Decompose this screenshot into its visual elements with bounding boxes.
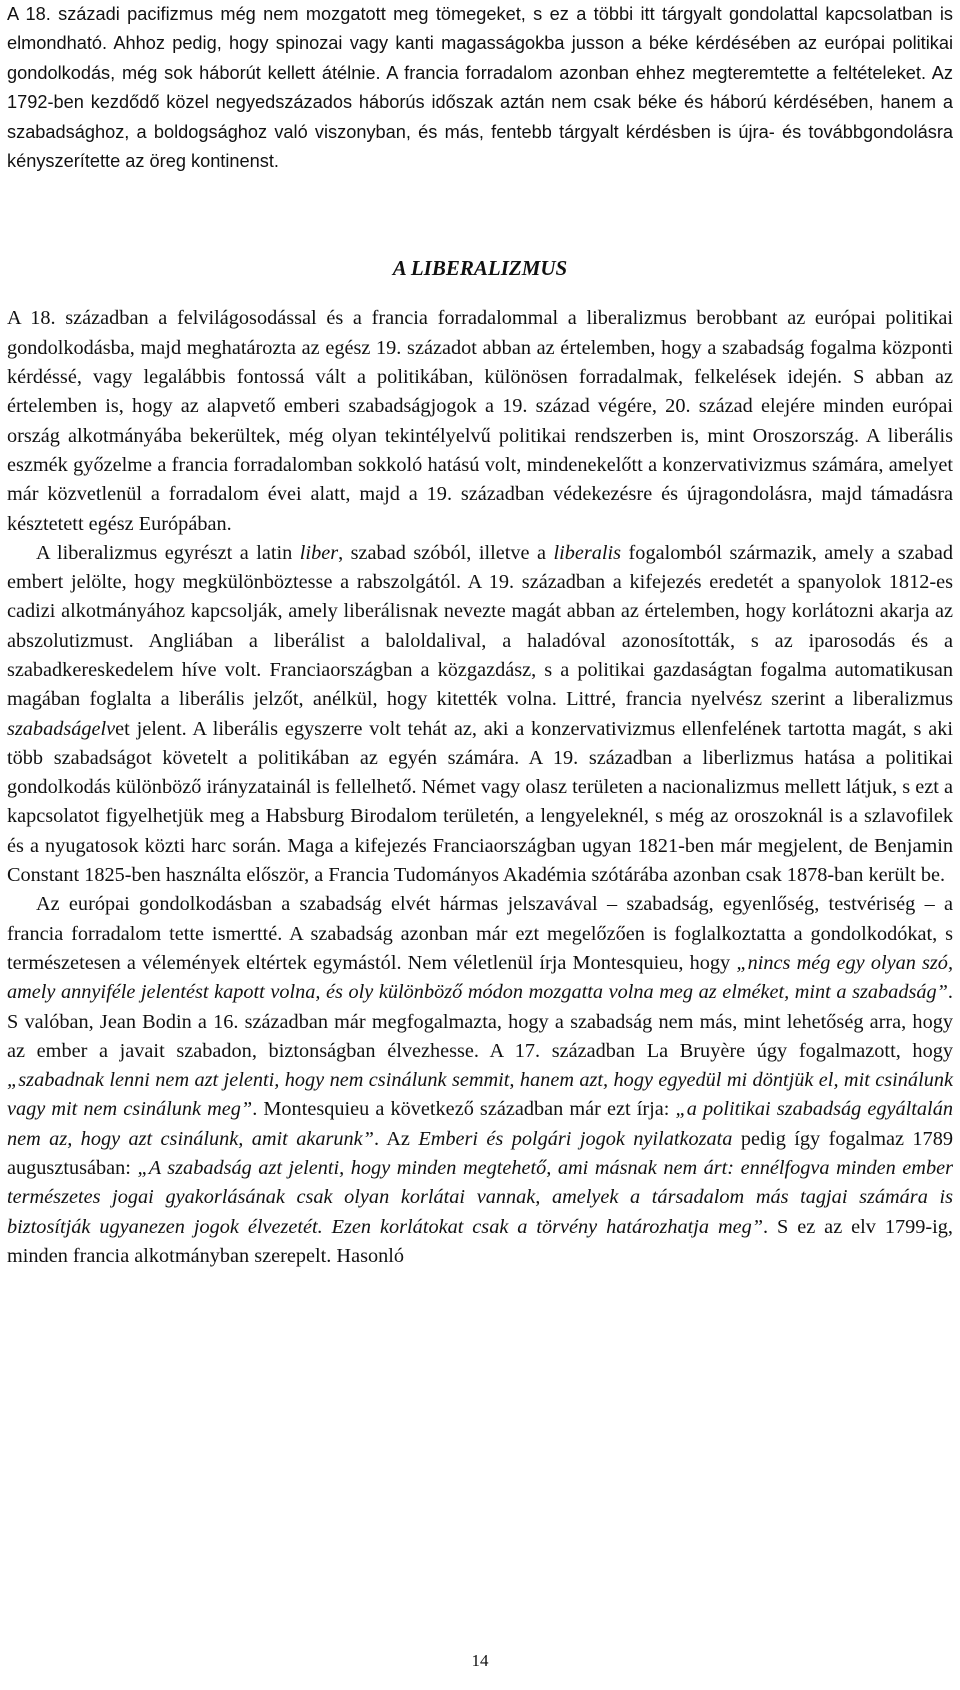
italic-quote: „nincs még egy olyan szó, amely annyiféle jelentést kapott volna, és oly különböző módon mozgatta volna meg az elméket, mint a szabadság” bbox=[7, 951, 954, 1004]
paragraph-text: . S ez az elv 1799-ig, minden francia alkotmányban szerepelt. Hasonló bbox=[7, 1215, 953, 1267]
italic-quote: „a politikai szabadság egyáltalán nem az, hogy azt csinálunk, amit akarunk” bbox=[7, 1098, 953, 1150]
paragraph-text: , szabad szóból, illetve a bbox=[338, 541, 554, 564]
page-number: 14 bbox=[471, 1651, 489, 1670]
paragraph-text: pedig így fogalmaz 1789 augusztusában: bbox=[7, 1127, 953, 1180]
paragraph-text: fogalomból származik, amely a szabad embert jelölte, hogy megkülönböztesse a rabszolgától. A 19. században a kifejezés eredetét a spanyolok 1812-es cadizi alkotmányához kapcsolják, amely liberálisnak nevezte magát abban az értelemben, hogy korlátozni akarja az abszolutizmust. Angliában a liberálist a baloldalival, a haladóval azonosították, s az iparosodás és a szabadkereskedelem híve volt. Franciaországban a közgazdász, s a politikai gazdaságtan fogalma automatikusan magában foglalta a liberális jelzőt, anélkül, hogy kitették volna. Littré, francia nyelvész szerint a liberalizmus bbox=[7, 541, 953, 711]
paragraph-text: . Az bbox=[373, 1127, 419, 1150]
paragraph-text: . S valóban, Jean Bodin a 16. században már megfogalmazta, hogy a szabadság nem más, mint lehetőség arra, hogy az ember a javait szabadon, biztonságban élvezhesse. A 17. században La Bruyère úgy fogalmazott, hogy bbox=[7, 981, 953, 1062]
italic-term: szabadságelv bbox=[7, 717, 116, 740]
document-page bbox=[7, 0, 953, 1271]
paragraph-text: A 18. században a felvilágosodással és a francia forradalommal a liberalizmus berobbant az európai politikai gondolkodásba, majd meghatározta az egész 19. századot abban az értelemben, hogy a szabadság fogalma központi kérdéssé, vagy legalábbis fontossá vált a politikában, különösen forradalmak, felkelések idején. S abban az értelemben is, hogy az alapvető emberi szabadságjogok a 19. század végére, 20. század elejére minden európai ország alkotmányába bekerültek, még olyan tekintélyelvű politikai rendszerben is, mint Oroszország. A liberális eszmék győzelme a francia forradalomban sokkoló hatású volt, mindenekelőtt a konzervativizmus számára, amelyet már közvetlenül a forradalom évei alatt, majd a 19. században védekezésre és újragondolásra, majd támadásra késztetett egész Európában. bbox=[7, 307, 953, 535]
paragraph-pacifism bbox=[7, 0, 953, 176]
paragraph-text: et jelent. A liberális egyszerre volt tehát az, aki a konzervativizmus ellenfelének tartotta magát, s aki több szabadságot követelt a politikában az egyén számára. A 19. században a liberlizmus hatása a politikai gondolkodás különböző irányzatainál is fellelhető. Német vagy olasz területen a nacionalizmus mellett látjuk, s ezt a kapcsolatot figyelhetjük meg a Habsburg Birodalom területén, a lengyeleknél, s még az oroszoknál is a szlavofilek és a nyugatosok közti harc során. Maga a kifejezés Franciaországban ugyan 1821-ben már megjelent, de Benjamin Constant 1825-ben használta először, a Francia Tudományos Akadémia szótárába azonban csak 1878-ban került be. bbox=[7, 717, 953, 887]
paragraph-text: A 18. századi pacifizmus még nem mozgatott meg tömegeket, s ez a többi itt tárgyalt gondolattal kapcsolatban is elmondható. Ahhoz pedig, hogy spinozai vagy kanti magasságokba jusson a béke kérdésében az európai politikai gondolkodás, még sok háborút kellett átélnie. A francia forradalom azonban ehhez megteremtette a feltételeket. Az 1792-ben kezdődő közel negyedszázados háborús időszak aztán nem csak béke és háború kérdésében, hanem a szabadsághoz, a boldogsághoz való viszonyban, és más, fentebb tárgyalt kérdésben is újra- és továbbgondolásra kényszerítette az öreg kontinenst. bbox=[7, 4, 953, 172]
italic-quote: „A szabadság azt jelenti, hogy minden megtehető, ami másnak nem árt: ennélfogva minden ember természetes jogai gyakorlásának csak olyan korlátai vannak, amelyek a társadalom más tagjai számára is biztosítják ugyanezen jogok élvezetét. Ezen korlátokat csak a törvény határozhatja meg” bbox=[7, 1157, 953, 1238]
paragraph-text: . Montesquieu a következő században már ezt írja: bbox=[252, 1098, 676, 1121]
paragraph-liberalism-intro bbox=[7, 304, 953, 538]
italic-quote: „szabadnak lenni nem azt jelenti, hogy nem csinálunk semmit, hanem azt, hogy egyedül mi döntjük el, mit csinálunk vagy mit nem csinálunk meg” bbox=[7, 1069, 953, 1121]
paragraph-freedom bbox=[7, 890, 953, 1271]
paragraph-text: A liberalizmus egyrészt a latin bbox=[36, 541, 300, 564]
section-heading: A LIBERALIZMUS bbox=[392, 256, 568, 281]
paragraph-etymology bbox=[7, 539, 953, 891]
italic-term: liberalis bbox=[553, 541, 622, 564]
italic-title: Emberi és polgári jogok nyilatkozata bbox=[418, 1127, 733, 1150]
italic-term: liber bbox=[299, 541, 339, 564]
paragraph-text: Az európai gondolkodásban a szabadság elvét hármas jelszavával – szabadság, egyenlőség, testvériség – a francia forradalom tette ismertté. A szabadság azonban már ezt megelőzően is foglalkoztatta a gondolkodókat, s természetesen a vélemények eltértek egymástól. Nem véletlenül írja Montesquieu, hogy bbox=[7, 893, 953, 974]
